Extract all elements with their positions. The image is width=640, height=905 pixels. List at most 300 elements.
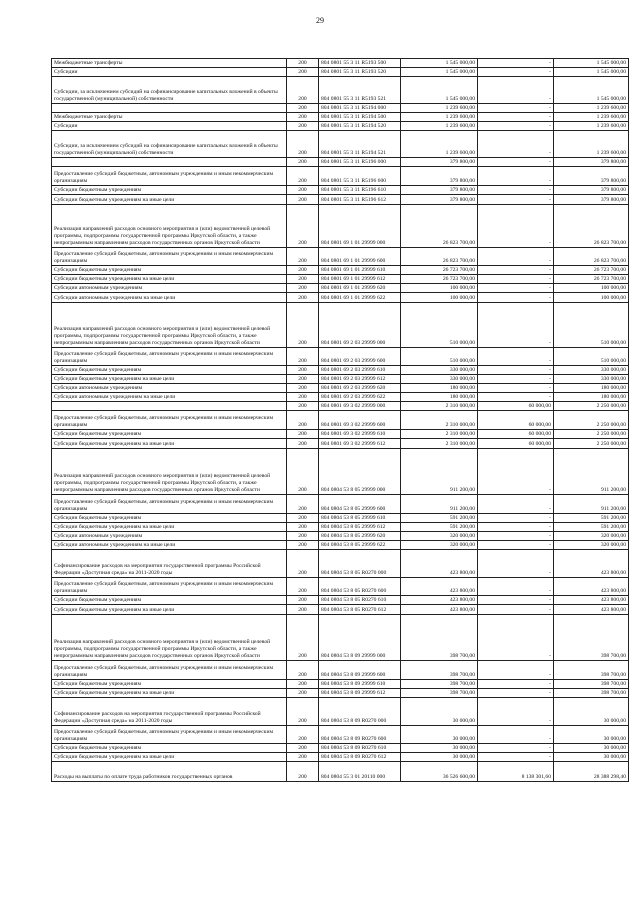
row-amount-total: 1 239 600,00 xyxy=(554,122,629,131)
row-code: 804 0801 69 1 01 29999 610 xyxy=(319,266,401,275)
row-amount-change: - xyxy=(478,550,554,578)
row-amount-total: 30 000,00 xyxy=(554,698,629,726)
row-code: 804 0804 53 8 09 29999 600 xyxy=(319,661,401,680)
row-amount-plan: 100 000,00 xyxy=(401,293,478,303)
row-amount-change: - xyxy=(478,158,554,167)
row-amount-change: 8 138 301,60 xyxy=(478,762,554,782)
row-code: 804 0804 53 8 05 29999 620 xyxy=(319,532,401,541)
row-group: 200 xyxy=(287,514,319,523)
row-amount-total: 1 545 000,00 xyxy=(554,59,629,68)
row-amount-change: - xyxy=(478,104,554,113)
row-amount-total: 26 723 700,00 xyxy=(554,275,629,284)
row-amount-change: - xyxy=(478,131,554,158)
row-amount-plan: 423 800,00 xyxy=(401,605,478,615)
row-amount-change: - xyxy=(478,195,554,205)
row-name: Предоставление субсидий бюджетным, автономным учреждениям и иным некоммерческим организациям xyxy=(52,167,287,186)
row-group: 200 xyxy=(287,59,319,68)
row-amount-change: - xyxy=(478,541,554,550)
row-amount-plan: 30 000,00 xyxy=(401,753,478,762)
row-group: 200 xyxy=(287,248,319,266)
row-group: 200 xyxy=(287,195,319,205)
row-name: Субсидии, за исключением субсидий на софинансирование капитальных вложений в объекты государственной (муниципальной) собственности xyxy=(52,77,287,104)
row-amount-change: - xyxy=(478,59,554,68)
row-name: Субсидии бюджетным учреждениям xyxy=(52,366,287,375)
row-amount-plan: 423 800,00 xyxy=(401,550,478,578)
row-name xyxy=(52,402,287,411)
table-row xyxy=(52,186,629,195)
table-row xyxy=(52,303,629,348)
row-amount-total: 100 000,00 xyxy=(554,293,629,303)
row-name: Субсидии автономным учреждениям xyxy=(52,284,287,293)
row-group: 200 xyxy=(287,205,319,248)
row-name: Субсидии бюджетным учреждениям на иные цели xyxy=(52,195,287,205)
row-amount-plan: 510 000,00 xyxy=(401,303,478,348)
row-code: 804 0801 55 3 11 R5193 521 xyxy=(319,77,401,104)
row-code: 804 0801 69 1 01 29999 600 xyxy=(319,248,401,266)
row-code: 804 0801 55 3 11 R5193 500 xyxy=(319,59,401,68)
row-amount-change: - xyxy=(478,303,554,348)
row-amount-total: 320 000,00 xyxy=(554,541,629,550)
row-code: 804 0801 69 2 03 29999 622 xyxy=(319,393,401,402)
row-code: 804 0801 69 1 01 29999 620 xyxy=(319,284,401,293)
row-amount-change: - xyxy=(478,523,554,532)
row-code: 804 0804 53 8 05 29999 000 xyxy=(319,449,401,495)
row-name: Субсидии бюджетным учреждениям xyxy=(52,680,287,689)
table-row xyxy=(52,68,629,77)
row-code: 804 0804 53 8 05 29999 600 xyxy=(319,495,401,514)
row-amount-total: 30 000,00 xyxy=(554,753,629,762)
row-name: Субсидии бюджетным учреждениям на иные цели xyxy=(52,753,287,762)
row-group: 200 xyxy=(287,439,319,449)
row-code: 804 0804 53 8 05 R0270 610 xyxy=(319,596,401,605)
row-group: 200 xyxy=(287,689,319,698)
row-name: Субсидии xyxy=(52,68,287,77)
row-amount-plan: 1 239 600,00 xyxy=(401,131,478,158)
table-row xyxy=(52,59,629,68)
row-amount-plan: 379 800,00 xyxy=(401,186,478,195)
table-row xyxy=(52,205,629,248)
table-row xyxy=(52,698,629,726)
row-amount-change: - xyxy=(478,113,554,122)
row-amount-total: 379 800,00 xyxy=(554,195,629,205)
row-amount-total: 1 545 000,00 xyxy=(554,68,629,77)
table-row xyxy=(52,113,629,122)
row-group: 200 xyxy=(287,167,319,186)
row-code: 804 0801 69 2 03 29999 610 xyxy=(319,366,401,375)
row-name: Субсидии автономным учреждениям на иные цели xyxy=(52,293,287,303)
row-amount-plan: 2 310 000,00 xyxy=(401,411,478,430)
row-code: 804 0804 53 8 09 29999 610 xyxy=(319,680,401,689)
row-amount-plan: 180 000,00 xyxy=(401,384,478,393)
row-code: 804 0801 55 3 11 R5194 000 xyxy=(319,104,401,113)
row-amount-plan: 320 000,00 xyxy=(401,541,478,550)
row-name: Расходы на выплаты по оплате труда работников государственных органов xyxy=(52,762,287,782)
row-group: 200 xyxy=(287,131,319,158)
row-amount-total: 1 239 600,00 xyxy=(554,104,629,113)
row-group: 200 xyxy=(287,348,319,366)
row-name: Реализация направлений расходов основного мероприятия и (или) ведомственной целевой программы, подпрограммы государственной программы Иркутской области, а также непрограммным направлениям расходов государственных органов Иркутской области xyxy=(52,205,287,248)
row-amount-plan: 911 200,00 xyxy=(401,449,478,495)
row-name: Субсидии, за исключением субсидий на софинансирование капитальных вложений в объекты государственной (муниципальной) собственности xyxy=(52,131,287,158)
row-amount-change: - xyxy=(478,384,554,393)
row-name: Предоставление субсидий бюджетным, автономным учреждениям и иным некоммерческим организациям xyxy=(52,661,287,680)
table-row xyxy=(52,596,629,605)
row-name: Субсидии бюджетным учреждениям на иные цели xyxy=(52,275,287,284)
table-row xyxy=(52,384,629,393)
row-amount-plan: 26 723 700,00 xyxy=(401,275,478,284)
row-amount-total: 379 800,00 xyxy=(554,158,629,167)
row-group: 200 xyxy=(287,578,319,596)
row-amount-change: 60 000,00 xyxy=(478,430,554,439)
table-row xyxy=(52,661,629,680)
row-amount-plan: 398 700,00 xyxy=(401,615,478,661)
row-amount-change: - xyxy=(478,375,554,384)
row-name: Предоставление субсидий бюджетным, автономным учреждениям и иным некоммерческим организациям xyxy=(52,726,287,744)
row-code: 804 0801 69 1 01 29999 622 xyxy=(319,293,401,303)
row-group: 200 xyxy=(287,615,319,661)
row-code: 804 0801 55 3 11 R5194 500 xyxy=(319,113,401,122)
row-code: 804 0804 53 8 09 R0270 610 xyxy=(319,744,401,753)
row-name: Софинансирование расходов на мероприятия государственной программы Российской Федерации «Доступная среда» на 2011-2020 годы xyxy=(52,550,287,578)
row-amount-total: 180 000,00 xyxy=(554,393,629,402)
table-row xyxy=(52,248,629,266)
table-row xyxy=(52,195,629,205)
row-group: 200 xyxy=(287,411,319,430)
row-code: 804 0801 69 2 03 29999 600 xyxy=(319,348,401,366)
table-row xyxy=(52,514,629,523)
row-group: 200 xyxy=(287,596,319,605)
row-amount-total: 591 200,00 xyxy=(554,514,629,523)
row-amount-change: - xyxy=(478,596,554,605)
row-group: 200 xyxy=(287,402,319,411)
row-name: Субсидии бюджетным учреждениям xyxy=(52,186,287,195)
row-code: 804 0804 53 8 09 R0270 612 xyxy=(319,753,401,762)
row-group: 200 xyxy=(287,523,319,532)
table-row xyxy=(52,402,629,411)
row-name: Предоставление субсидий бюджетным, автономным учреждениям и иным некоммерческим организациям xyxy=(52,248,287,266)
row-amount-change: - xyxy=(478,680,554,689)
row-code: 804 0801 55 3 11 R5196 610 xyxy=(319,186,401,195)
row-amount-total: 26 823 700,00 xyxy=(554,205,629,248)
row-name: Субсидии бюджетным учреждениям на иные цели xyxy=(52,375,287,384)
budget-table-body xyxy=(52,59,629,782)
row-name: Субсидии бюджетным учреждениям xyxy=(52,266,287,275)
row-amount-plan: 911 200,00 xyxy=(401,495,478,514)
row-amount-change: - xyxy=(478,698,554,726)
row-amount-total: 379 800,00 xyxy=(554,167,629,186)
row-group: 200 xyxy=(287,661,319,680)
row-amount-total: 423 800,00 xyxy=(554,596,629,605)
row-amount-total: 320 000,00 xyxy=(554,532,629,541)
row-code: 804 0801 69 2 03 29999 620 xyxy=(319,384,401,393)
row-group: 200 xyxy=(287,541,319,550)
row-amount-plan: 30 000,00 xyxy=(401,698,478,726)
table-row xyxy=(52,167,629,186)
row-amount-total: 591 200,00 xyxy=(554,523,629,532)
row-name: Софинансирование расходов на мероприятия государственной программы Российской Федерации «Доступная среда» на 2011-2020 годы xyxy=(52,698,287,726)
row-amount-plan: 26 723 700,00 xyxy=(401,266,478,275)
row-amount-total: 379 800,00 xyxy=(554,186,629,195)
table-row xyxy=(52,284,629,293)
row-amount-total: 2 250 000,00 xyxy=(554,402,629,411)
row-amount-change: 60 000,00 xyxy=(478,411,554,430)
row-amount-total: 398 700,00 xyxy=(554,661,629,680)
row-code: 804 0804 53 8 05 29999 622 xyxy=(319,541,401,550)
row-group: 200 xyxy=(287,744,319,753)
table-row xyxy=(52,495,629,514)
row-code: 804 0801 69 1 01 29999 612 xyxy=(319,275,401,284)
row-amount-plan: 591 200,00 xyxy=(401,523,478,532)
table-row xyxy=(52,449,629,495)
row-amount-total: 423 800,00 xyxy=(554,578,629,596)
row-amount-total: 398 700,00 xyxy=(554,680,629,689)
row-amount-change: - xyxy=(478,167,554,186)
row-amount-plan: 36 526 600,00 xyxy=(401,762,478,782)
row-name xyxy=(52,104,287,113)
row-amount-plan: 26 823 700,00 xyxy=(401,205,478,248)
row-name: Субсидии бюджетным учреждениям на иные цели xyxy=(52,605,287,615)
table-row xyxy=(52,275,629,284)
row-amount-plan: 398 700,00 xyxy=(401,680,478,689)
row-name: Субсидии бюджетным учреждениям на иные цели xyxy=(52,439,287,449)
row-name: Межбюджетные трансферты xyxy=(52,59,287,68)
row-amount-change: - xyxy=(478,726,554,744)
row-code: 804 0801 69 3 02 29999 610 xyxy=(319,430,401,439)
row-amount-change: - xyxy=(478,449,554,495)
table-row xyxy=(52,266,629,275)
row-amount-plan: 330 000,00 xyxy=(401,366,478,375)
table-row xyxy=(52,689,629,698)
table-row xyxy=(52,293,629,303)
row-amount-change: - xyxy=(478,514,554,523)
row-code: 804 0801 69 2 03 29999 000 xyxy=(319,303,401,348)
row-amount-plan: 320 000,00 xyxy=(401,532,478,541)
row-amount-change: - xyxy=(478,122,554,131)
row-amount-change: - xyxy=(478,348,554,366)
row-group: 200 xyxy=(287,303,319,348)
row-name: Субсидии xyxy=(52,122,287,131)
row-amount-total: 2 250 000,00 xyxy=(554,411,629,430)
row-group: 200 xyxy=(287,122,319,131)
table-row xyxy=(52,541,629,550)
row-amount-change: - xyxy=(478,68,554,77)
row-group: 200 xyxy=(287,186,319,195)
row-group: 200 xyxy=(287,284,319,293)
row-amount-total: 398 700,00 xyxy=(554,689,629,698)
row-amount-total: 28 388 298,40 xyxy=(554,762,629,782)
row-code: 804 0801 69 1 01 29999 000 xyxy=(319,205,401,248)
row-amount-total: 26 823 700,00 xyxy=(554,248,629,266)
row-name: Субсидии бюджетным учреждениям xyxy=(52,514,287,523)
row-amount-plan: 510 000,00 xyxy=(401,348,478,366)
row-amount-plan: 398 700,00 xyxy=(401,661,478,680)
row-amount-plan: 1 239 600,00 xyxy=(401,122,478,131)
row-name: Реализация направлений расходов основного мероприятия и (или) ведомственной целевой программы, подпрограммы государственной программы Иркутской области, а также непрограммным направлениям расходов государственных органов Иркутской области xyxy=(52,449,287,495)
row-amount-plan: 2 310 000,00 xyxy=(401,402,478,411)
row-group: 200 xyxy=(287,68,319,77)
row-code: 804 0804 53 8 05 29999 610 xyxy=(319,514,401,523)
row-amount-change: 60 000,00 xyxy=(478,402,554,411)
row-name: Субсидии автономным учреждениям xyxy=(52,384,287,393)
table-row xyxy=(52,375,629,384)
row-amount-plan: 2 310 000,00 xyxy=(401,439,478,449)
row-code: 804 0804 53 8 05 R0270 612 xyxy=(319,605,401,615)
row-amount-total: 330 000,00 xyxy=(554,366,629,375)
row-amount-total: 1 239 600,00 xyxy=(554,113,629,122)
row-amount-plan: 379 800,00 xyxy=(401,167,478,186)
table-row xyxy=(52,439,629,449)
row-code: 804 0801 55 3 11 R5194 521 xyxy=(319,131,401,158)
row-amount-change: - xyxy=(478,393,554,402)
row-amount-change: - xyxy=(478,266,554,275)
row-group: 200 xyxy=(287,293,319,303)
row-amount-change: - xyxy=(478,248,554,266)
row-name: Реализация направлений расходов основного мероприятия и (или) ведомственной целевой программы, подпрограммы государственной программы Иркутской области, а также непрограммным направлениям расходов государственных органов Иркутской области xyxy=(52,303,287,348)
row-amount-total: 423 800,00 xyxy=(554,605,629,615)
table-row xyxy=(52,430,629,439)
row-name: Субсидии бюджетным учреждениям xyxy=(52,596,287,605)
row-amount-total: 1 239 600,00 xyxy=(554,131,629,158)
row-amount-plan: 398 700,00 xyxy=(401,689,478,698)
page-number: 29 xyxy=(316,16,324,25)
row-name: Предоставление субсидий бюджетным, автономным учреждениям и иным некоммерческим организациям xyxy=(52,578,287,596)
row-group: 200 xyxy=(287,104,319,113)
row-group: 200 xyxy=(287,266,319,275)
row-amount-total: 510 000,00 xyxy=(554,348,629,366)
table-row xyxy=(52,615,629,661)
row-amount-total: 398 700,00 xyxy=(554,615,629,661)
row-code: 804 0801 69 3 02 29999 000 xyxy=(319,402,401,411)
row-group: 200 xyxy=(287,605,319,615)
row-amount-plan: 379 800,00 xyxy=(401,195,478,205)
row-group: 200 xyxy=(287,393,319,402)
row-code: 804 0804 53 8 09 29999 000 xyxy=(319,615,401,661)
row-group: 200 xyxy=(287,77,319,104)
row-amount-change: 60 000,00 xyxy=(478,439,554,449)
row-amount-plan: 1 545 000,00 xyxy=(401,59,478,68)
row-amount-change: - xyxy=(478,615,554,661)
row-group: 200 xyxy=(287,495,319,514)
table-row xyxy=(52,393,629,402)
row-amount-plan: 30 000,00 xyxy=(401,726,478,744)
row-amount-change: - xyxy=(478,495,554,514)
table-row xyxy=(52,348,629,366)
row-amount-total: 180 000,00 xyxy=(554,384,629,393)
row-amount-change: - xyxy=(478,744,554,753)
row-name: Межбюджетные трансферты xyxy=(52,113,287,122)
row-amount-total: 911 200,00 xyxy=(554,495,629,514)
row-amount-change: - xyxy=(478,293,554,303)
row-group: 200 xyxy=(287,275,319,284)
row-amount-total: 2 250 000,00 xyxy=(554,430,629,439)
row-amount-change: - xyxy=(478,77,554,104)
row-group: 200 xyxy=(287,726,319,744)
row-amount-plan: 1 239 600,00 xyxy=(401,113,478,122)
row-name: Реализация направлений расходов основного мероприятия и (или) ведомственной целевой программы, подпрограммы государственной программы Иркутской области, а также непрограммным направлениям расходов государственных органов Иркутской области xyxy=(52,615,287,661)
row-name: Предоставление субсидий бюджетным, автономным учреждениям и иным некоммерческим организациям xyxy=(52,495,287,514)
row-name: Субсидии автономным учреждениям на иные цели xyxy=(52,393,287,402)
row-amount-total: 26 723 700,00 xyxy=(554,266,629,275)
row-amount-change: - xyxy=(478,532,554,541)
row-name: Субсидии автономным учреждениям xyxy=(52,532,287,541)
row-code: 804 0804 53 8 05 R0270 000 xyxy=(319,550,401,578)
table-row xyxy=(52,726,629,744)
row-name: Субсидии автономным учреждениям на иные цели xyxy=(52,541,287,550)
row-code: 804 0801 55 3 11 R5194 520 xyxy=(319,122,401,131)
table-row xyxy=(52,104,629,113)
row-name: Субсидии бюджетным учреждениям xyxy=(52,744,287,753)
row-group: 200 xyxy=(287,158,319,167)
row-code: 804 0801 55 3 11 R5193 520 xyxy=(319,68,401,77)
row-code: 804 0804 53 8 09 R0270 000 xyxy=(319,698,401,726)
row-amount-change: - xyxy=(478,753,554,762)
row-code: 804 0801 69 2 03 29999 612 xyxy=(319,375,401,384)
table-row xyxy=(52,523,629,532)
row-amount-change: - xyxy=(478,186,554,195)
table-row xyxy=(52,753,629,762)
table-row xyxy=(52,578,629,596)
row-amount-total: 423 800,00 xyxy=(554,550,629,578)
row-code: 804 0801 55 3 11 R5196 600 xyxy=(319,167,401,186)
row-amount-total: 330 000,00 xyxy=(554,375,629,384)
row-code: 804 0804 55 3 01 20110 000 xyxy=(319,762,401,782)
table-row xyxy=(52,744,629,753)
row-amount-plan: 1 545 000,00 xyxy=(401,68,478,77)
table-row xyxy=(52,131,629,158)
row-amount-total: 510 000,00 xyxy=(554,303,629,348)
row-group: 200 xyxy=(287,384,319,393)
table-row xyxy=(52,532,629,541)
table-row xyxy=(52,122,629,131)
row-group: 200 xyxy=(287,753,319,762)
row-amount-plan: 2 310 000,00 xyxy=(401,430,478,439)
table-row xyxy=(52,550,629,578)
row-amount-change: - xyxy=(478,275,554,284)
row-name: Субсидии бюджетным учреждениям на иные цели xyxy=(52,523,287,532)
row-group: 200 xyxy=(287,532,319,541)
row-name: Субсидии бюджетным учреждениям на иные цели xyxy=(52,689,287,698)
row-group: 200 xyxy=(287,430,319,439)
row-code: 804 0801 69 3 02 29999 612 xyxy=(319,439,401,449)
row-amount-plan: 423 800,00 xyxy=(401,596,478,605)
row-code: 804 0804 53 8 09 29999 612 xyxy=(319,689,401,698)
row-amount-change: - xyxy=(478,689,554,698)
row-code: 804 0801 55 3 11 R5196 000 xyxy=(319,158,401,167)
row-amount-total: 1 545 000,00 xyxy=(554,77,629,104)
row-code: 804 0801 69 3 02 29999 600 xyxy=(319,411,401,430)
table-row xyxy=(52,680,629,689)
table-row xyxy=(52,411,629,430)
row-amount-total: 30 000,00 xyxy=(554,744,629,753)
row-group: 200 xyxy=(287,449,319,495)
row-group: 200 xyxy=(287,762,319,782)
row-amount-plan: 423 800,00 xyxy=(401,578,478,596)
row-group: 200 xyxy=(287,698,319,726)
row-amount-total: 100 000,00 xyxy=(554,284,629,293)
row-name: Субсидии бюджетным учреждениям xyxy=(52,430,287,439)
row-amount-change: - xyxy=(478,284,554,293)
row-amount-change: - xyxy=(478,578,554,596)
row-name: Предоставление субсидий бюджетным, автономным учреждениям и иным некоммерческим организациям xyxy=(52,411,287,430)
table-row xyxy=(52,158,629,167)
table-row xyxy=(52,77,629,104)
row-amount-change: - xyxy=(478,366,554,375)
table-row xyxy=(52,762,629,782)
row-amount-change: - xyxy=(478,205,554,248)
row-code: 804 0804 53 8 09 R0270 600 xyxy=(319,726,401,744)
row-group: 200 xyxy=(287,375,319,384)
row-amount-change: - xyxy=(478,605,554,615)
